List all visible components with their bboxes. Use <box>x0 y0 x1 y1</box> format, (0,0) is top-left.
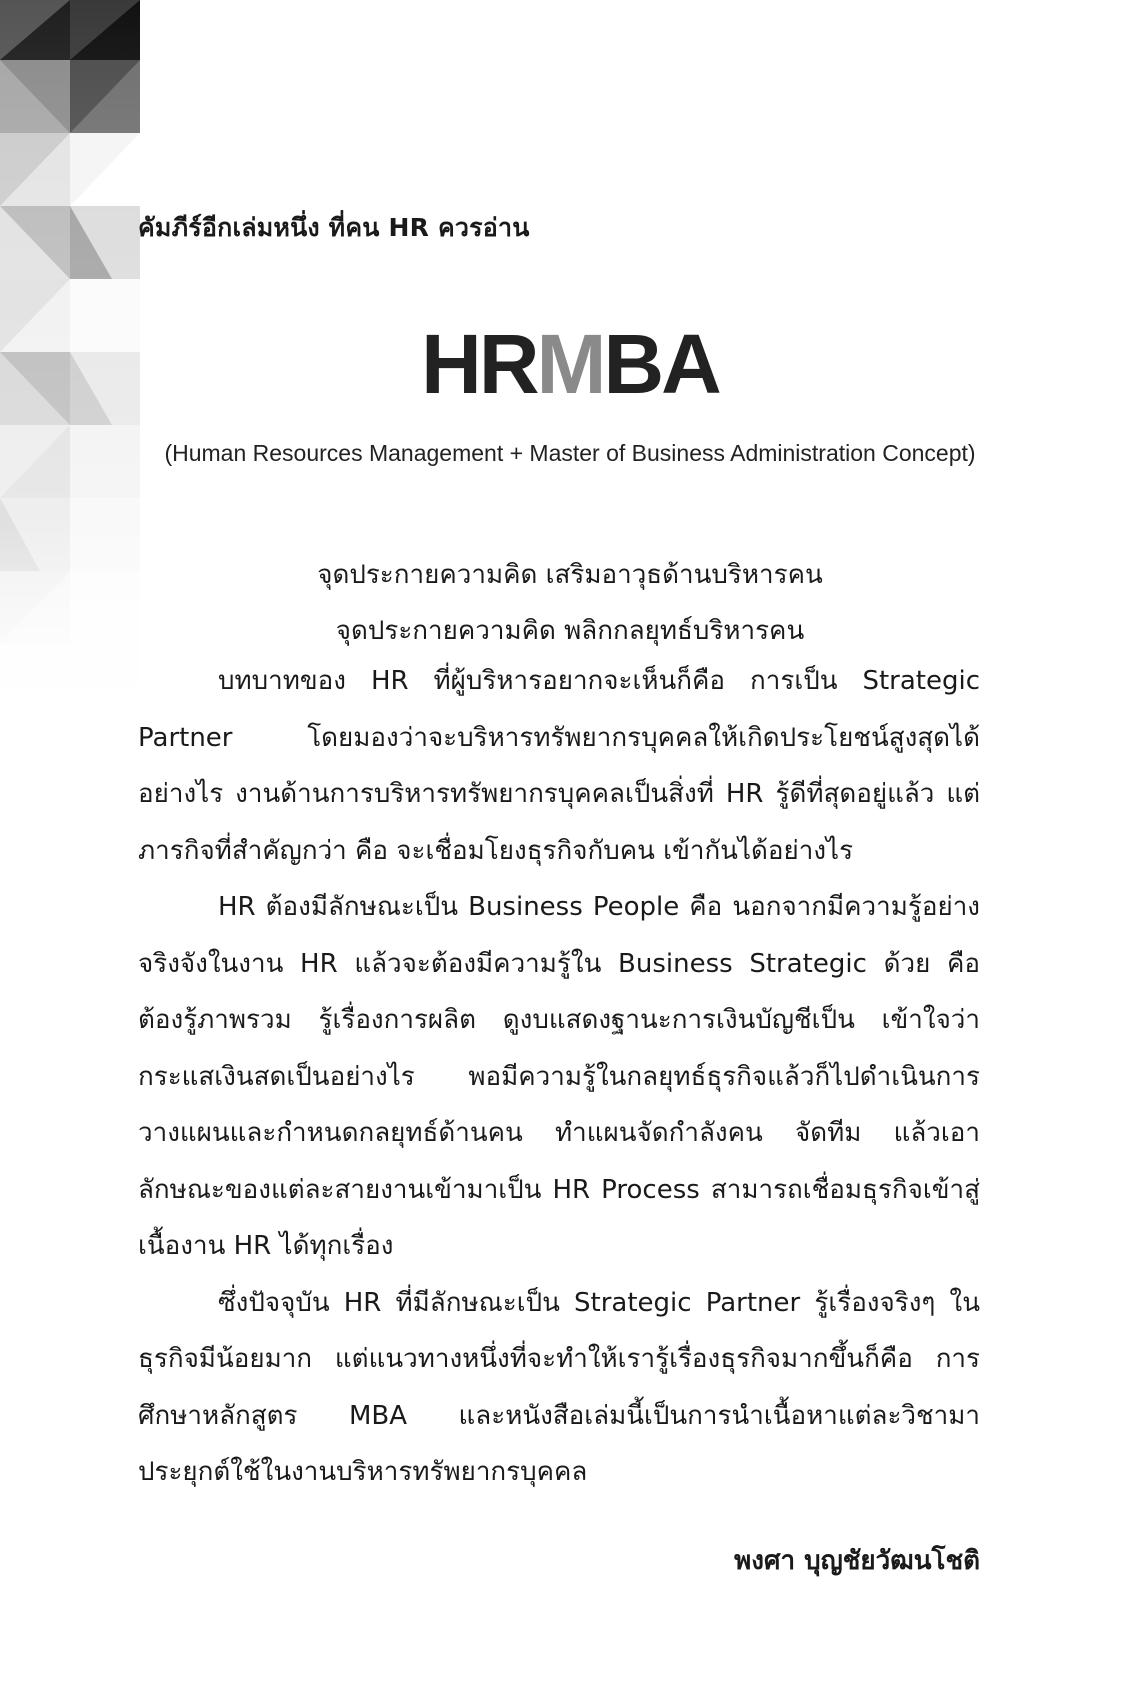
author-name: พงศา บุญชัยวัฒนโชติ <box>734 1546 980 1576</box>
paragraph-1: บทบาทของ HR ที่ผู้บริหารอยากจะเห็นก็คือ การเป็น Strategic Partner โดยมองว่าจะบริหารทรัพยากรบุคคลให้เกิดประโยชน์สูงสุดได้อย่างไร งานด้านการบริหารทรัพยากรบุคคลเป็นสิ่งที่ HR รู้ดีที่สุดอยู่แล้ว แต่ภารกิจที่สำคัญกว่า คือ จะเชื่อมโยงธุรกิจกับคน เข้ากันได้อย่างไร <box>138 666 980 866</box>
logo-part-ba: BA <box>603 317 719 411</box>
book-title-logo <box>0 317 1140 411</box>
headline-2: จุดประกายความคิด พลิกกลยุทธ์บริหารคน <box>335 616 805 646</box>
paragraph-2: HR ต้องมีลักษณะเป็น Business People คือ นอกจากมีความรู้อย่างจริงจังในงาน HR แล้วจะต้องมีความรู้ใน Business Strategic ด้วย คือ ต้องรู้ภาพรวม รู้เรื่องการผลิต ดูงบแสดงฐานะการเงินบัญชีเป็น เข้าใจว่ากระแสเงินสดเป็นอย่างไร พอมีความรู้ในกลยุทธ์ธุรกิจแล้วก็ไปดำเนินการวางแผนและกำหนดกลยุทธ์ด้านคน ทำแผนจัดกำลังคน จัดทีม แล้วเอาลักษณะของแต่ละสายงานเข้ามาเป็น HR Process สามารถเชื่อมธุรกิจเข้าสู่เนื้องาน HR ได้ทุกเรื่อง <box>138 892 980 1261</box>
headline-1: จุดประกายความคิด เสริมอาวุธด้านบริหารคน <box>317 560 823 590</box>
logo-part-hr: HR <box>421 317 537 411</box>
tagline: คัมภีร์อีกเล่มหนึ่ง ที่คน HR ควรอ่าน <box>138 213 530 242</box>
paragraph-3: ซึ่งปัจจุบัน HR ที่มีลักษณะเป็น Strategic Partner รู้เรื่องจริงๆ ในธุรกิจมีน้อยมาก แต่แนวทางหนึ่งที่จะทำให้เรารู้เรื่องธุรกิจมากขึ้นก็คือ การศึกษาหลักสูตร MBA และหนังสือเล่มนี้เป็นการนำเนื้อหาแต่ละวิชามาประยุกต์ใช้ในงานบริหารทรัพยากรบุคคล <box>138 1287 980 1487</box>
logo-part-m: M <box>536 317 604 411</box>
subtitle: (Human Resources Management + Master of Business Administration Concept) <box>164 440 976 466</box>
body-text <box>138 653 980 1501</box>
